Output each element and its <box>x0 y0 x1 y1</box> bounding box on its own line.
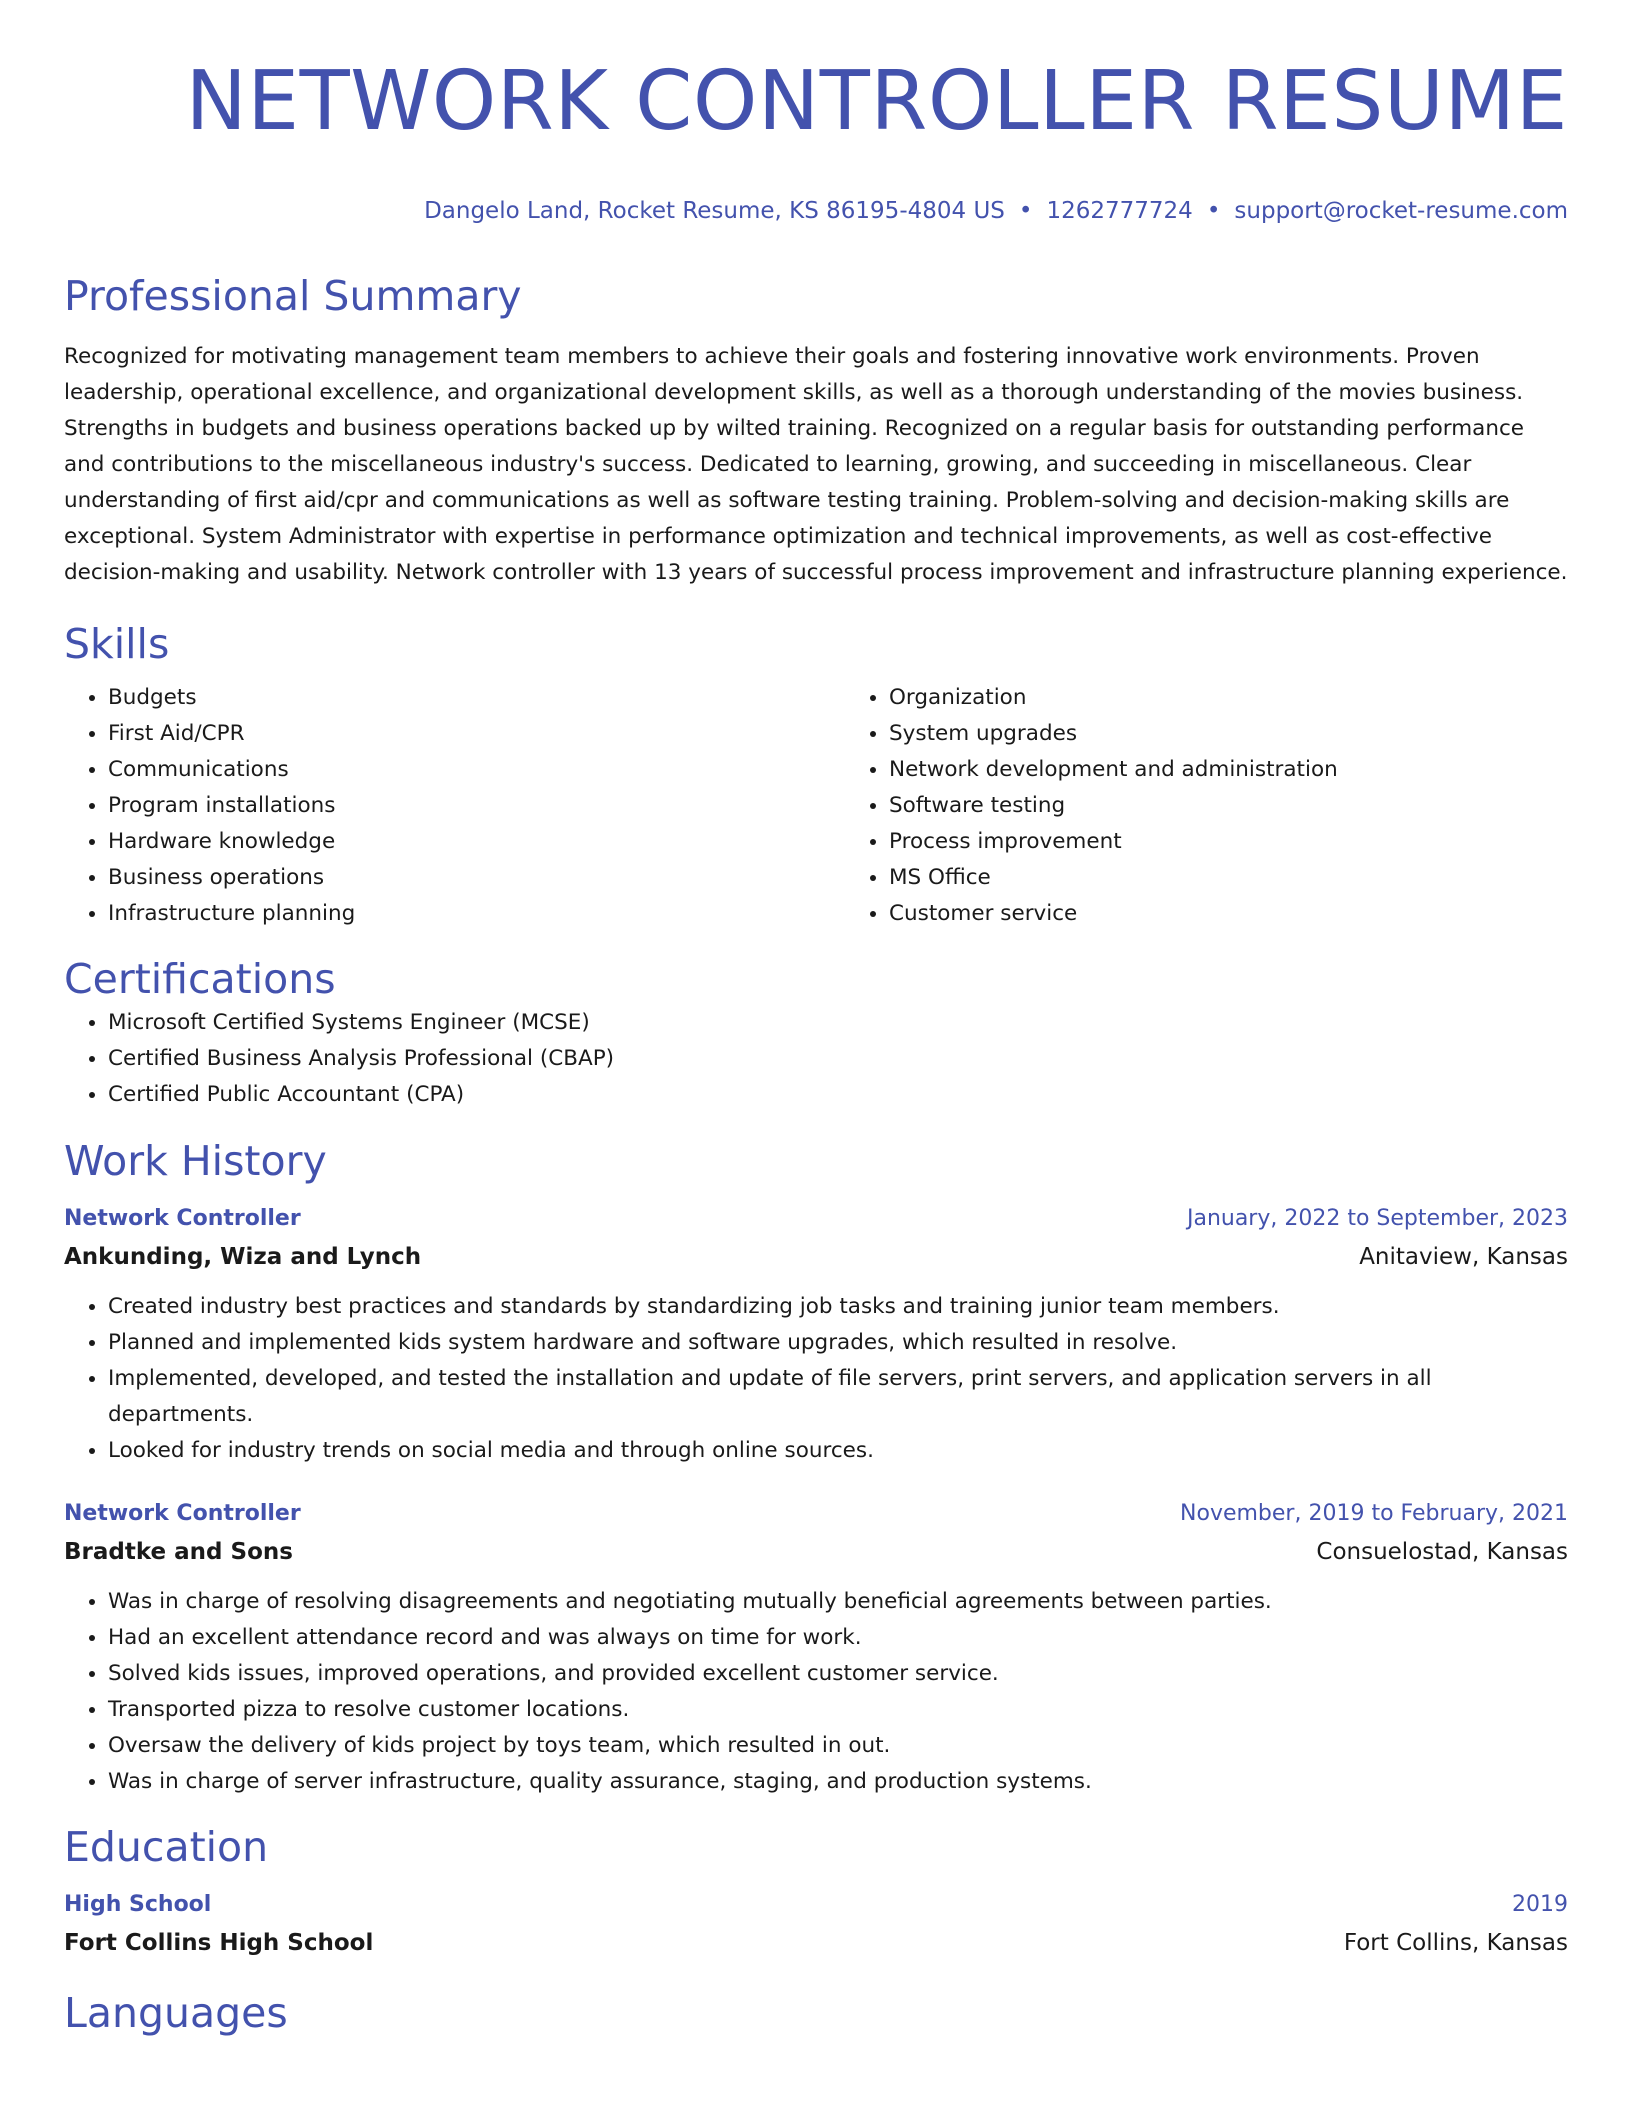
job-duties <box>64 1289 1568 1469</box>
contact-email: support@rocket-resume.com <box>1234 198 1568 224</box>
job-duty: • Had an excellent attendance record and was always on time for work. <box>108 1620 1568 1656</box>
job-duties <box>64 1584 1568 1800</box>
certification-item: • Certified Public Accountant (CPA) <box>108 1077 1568 1113</box>
education-year: 2019 <box>1512 1892 1568 1917</box>
skill-item: • First Aid/CPR <box>108 716 845 752</box>
job-location: Consuelostad, Kansas <box>1316 1539 1568 1565</box>
job-header <box>64 1201 1568 1237</box>
skill-item: • System upgrades <box>889 716 1626 752</box>
skill-item: • Program installations <box>108 788 845 824</box>
skill-item: • Organization <box>889 680 1626 716</box>
skill-item: • Network development and administration <box>889 752 1626 788</box>
education-degree: High School <box>64 1892 212 1917</box>
job-title: Network Controller <box>64 1501 301 1526</box>
job-duty: • Created industry best practices and standards by standardizing job tasks and training junior team members. <box>108 1289 1568 1325</box>
skills-list-right <box>845 680 1626 932</box>
certifications-heading: Certifications <box>64 955 336 1003</box>
job-company: Ankunding, Wiza and Lynch <box>64 1244 422 1270</box>
job-dates: November, 2019 to February, 2021 <box>1180 1501 1568 1526</box>
job-header <box>64 1496 1568 1532</box>
job-employer <box>64 1532 1568 1572</box>
skill-item: • Hardware knowledge <box>108 824 845 860</box>
job-duty: • Implemented, developed, and tested the installation and update of file servers, print servers, and application servers in all departments. <box>108 1361 1568 1433</box>
education-school-row <box>64 1923 1568 1963</box>
contact-phone: 1262777724 <box>1046 198 1193 224</box>
skill-item: • Communications <box>108 752 845 788</box>
job-duty: • Was in charge of resolving disagreements and negotiating mutually beneficial agreements between parties. <box>108 1584 1568 1620</box>
job-company: Bradtke and Sons <box>64 1539 293 1565</box>
summary-heading: Professional Summary <box>64 272 522 320</box>
skill-item: • Business operations <box>108 860 845 896</box>
skill-item: • Customer service <box>889 896 1626 932</box>
job-duty: • Solved kids issues, improved operations, and provided excellent customer service. <box>108 1656 1568 1692</box>
job-dates: January, 2022 to September, 2023 <box>1186 1206 1568 1231</box>
education-heading: Education <box>64 1823 269 1871</box>
contact-address: Dangelo Land, Rocket Resume, KS 86195-4804 US <box>424 198 1005 224</box>
certification-item: • Certified Business Analysis Professional (CBAP) <box>108 1041 1568 1077</box>
skill-item: • Software testing <box>889 788 1626 824</box>
education-entry <box>64 1887 1568 1963</box>
work-history-heading: Work History <box>64 1137 327 1185</box>
job-employer <box>64 1237 1568 1277</box>
job-title: Network Controller <box>64 1206 301 1231</box>
job-duty: • Oversaw the delivery of kids project by toys team, which resulted in out. <box>108 1728 1568 1764</box>
resume-name: NETWORK CONTROLLER RESUME <box>185 54 1568 149</box>
job-duty: • Was in charge of server infrastructure, quality assurance, staging, and production systems. <box>108 1764 1568 1800</box>
education-location: Fort Collins, Kansas <box>1343 1930 1568 1956</box>
job-duty: • Transported pizza to resolve customer locations. <box>108 1692 1568 1728</box>
job-location: Anitaview, Kansas <box>1359 1244 1568 1270</box>
skills-list-left <box>64 680 845 932</box>
job-entry <box>64 1496 1568 1800</box>
languages-heading: Languages <box>64 1989 288 2037</box>
job-duty: • Looked for industry trends on social media and through online sources. <box>108 1433 1568 1469</box>
skills-grid <box>64 680 1568 932</box>
skill-item: • Infrastructure planning <box>108 896 845 932</box>
certification-item: • Microsoft Certified Systems Engineer (MCSE) <box>108 1005 1568 1041</box>
skill-item: • Budgets <box>108 680 845 716</box>
job-entry <box>64 1201 1568 1469</box>
contact-line <box>64 196 1568 226</box>
education-header <box>64 1887 1568 1923</box>
contact-separator: • <box>1018 198 1033 224</box>
contact-separator: • <box>1206 198 1221 224</box>
job-duty: • Planned and implemented kids system hardware and software upgrades, which resulted in resolve. <box>108 1325 1568 1361</box>
skill-item: • MS Office <box>889 860 1626 896</box>
summary-text: Recognized for motivating management team members to achieve their goals and fostering innovative work environments. Proven leadership, operational excellence, and organizational development skills, as well as a thorough understanding of the movies business. Strengths in budgets and business operations backed up by wilted training. Recognized on a regular basis for outstanding performance and contributions to the miscellaneous industry's success. Dedicated to learning, growing, and succeeding in miscellaneous. Clear understanding of first aid/cpr and communications as well as software testing training. Problem-solving and decision-making skills are exceptional. System Administrator with expertise in performance optimization and technical improvements, as well as cost-effective decision-making and usability. Network controller with 13 years of successful process improvement and infrastructure planning experience. <box>64 344 1568 585</box>
skill-item: • Process improvement <box>889 824 1626 860</box>
education-school: Fort Collins High School <box>64 1930 374 1956</box>
certifications-list <box>64 1005 1568 1113</box>
skills-heading: Skills <box>64 620 170 668</box>
